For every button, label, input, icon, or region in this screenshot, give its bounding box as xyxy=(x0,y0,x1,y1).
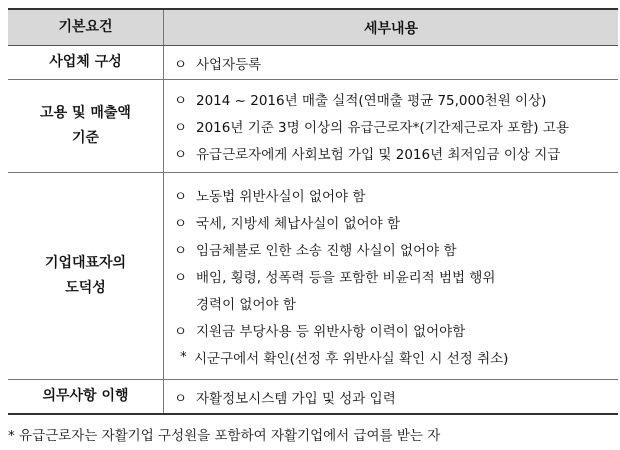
list-item: ㅇ 2014 ~ 2016년 매출 실적(연매출 평균 75,000천원 이상) xyxy=(174,93,547,109)
row-label: 의무사항 이행 xyxy=(8,380,164,413)
row-label: 고용 및 매출액 기준 xyxy=(8,80,164,172)
requirements-table xyxy=(8,8,618,415)
row-details xyxy=(164,46,618,79)
table-row-employment-sales xyxy=(8,80,618,173)
list-item: ㅇ 유급근로자에게 사회보험 가입 및 2016년 최저임금 이상 지급 xyxy=(174,147,561,163)
list-item: ㅇ 배임, 횡령, 성폭력 등을 포함한 비윤리적 범법 행위 xyxy=(174,270,496,286)
table-header-row xyxy=(8,10,618,46)
list-item: ㅇ 국세, 지방세 체납사실이 없어야 함 xyxy=(174,216,401,232)
table-row-business-composition xyxy=(8,46,618,80)
note-item: * 시군구에서 확인(선정 후 위반사실 확인 시 선정 취소) xyxy=(180,349,509,367)
row-details xyxy=(164,173,618,379)
table-row-ceo-morality xyxy=(8,173,618,380)
list-item: ㅇ 임금체불로 인한 소송 진행 사실이 없어야 함 xyxy=(174,243,457,259)
header-details: 세부내용 xyxy=(363,20,419,37)
header-basic-requirements: 기본요건 xyxy=(8,10,164,45)
list-item: ㅇ 지원금 부당사용 등 위반사항 이력이 없어야함 xyxy=(174,324,466,340)
row-label: 기업대표자의 도덕성 xyxy=(8,173,164,379)
row-label: 사업체 구성 xyxy=(8,46,164,79)
row-details xyxy=(164,80,618,172)
row-details xyxy=(164,380,618,413)
list-item: ㅇ 2016년 기준 3명 이상의 유급근로자*(기간제근로자 포함) 고용 xyxy=(174,120,569,136)
list-item-continuation: 경력이 없어야 함 xyxy=(196,297,296,313)
list-item: ㅇ 자활정보시스템 가입 및 성과 입력 xyxy=(174,390,396,407)
list-item: ㅇ 사업자등록 xyxy=(174,56,262,73)
list-item: ㅇ 노동법 위반사실이 없어야 함 xyxy=(174,189,366,205)
table-row-obligations xyxy=(8,380,618,413)
footnote: * 유급근로자는 자활기업 구성원을 포함하여 자활기업에서 급여를 받는 자 xyxy=(8,428,441,444)
